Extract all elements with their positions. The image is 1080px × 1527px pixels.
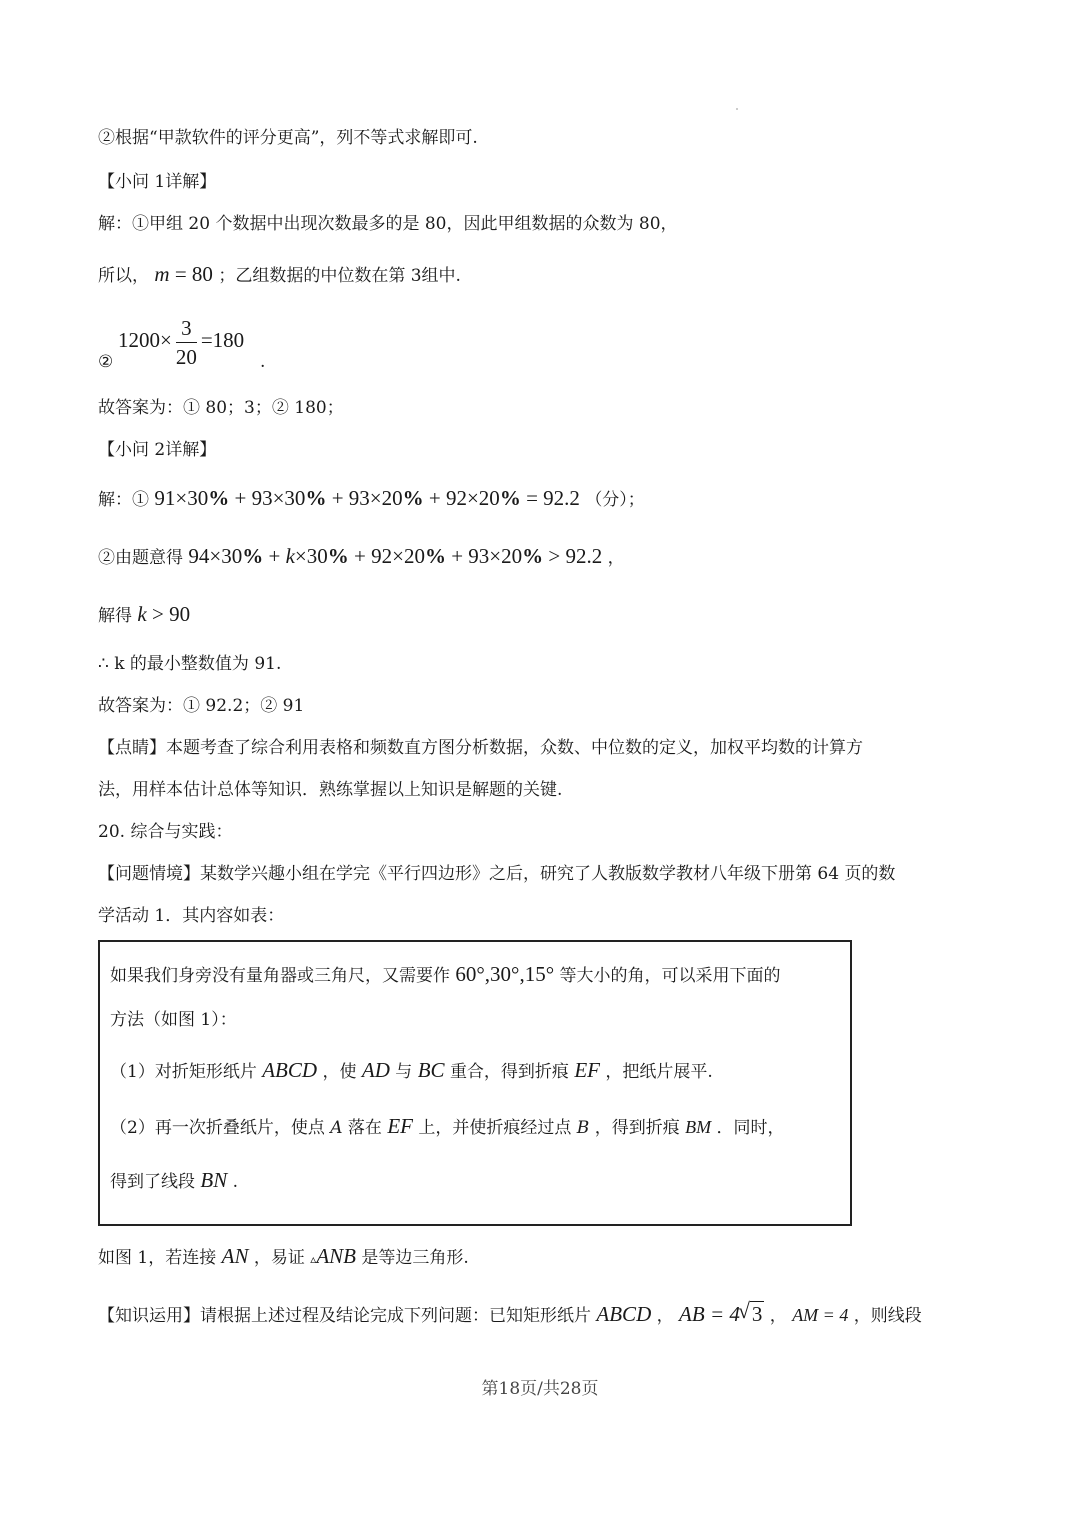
math-equals-180: =180 bbox=[200, 328, 245, 352]
math-ad: AD bbox=[361, 1058, 390, 1082]
subquestion-1-heading: 【小问 1详解】 bbox=[98, 172, 217, 192]
math-angles: 60°,30°,15° bbox=[455, 962, 555, 986]
text-segment: 重合，得到折痕 bbox=[449, 1062, 569, 1082]
answer-line-2: 故答案为：① 92.2；② 91 bbox=[98, 696, 305, 716]
math-point-a: A bbox=[330, 1118, 343, 1138]
math-am-equals-4: AM = 4 bbox=[792, 1305, 849, 1325]
sqrt-icon bbox=[740, 1302, 765, 1326]
comment-line-2: 法，用样本估计总体等知识．熟练掌握以上知识是解题的关键. bbox=[98, 780, 563, 800]
text-line-m-value bbox=[98, 262, 461, 288]
math-bc: BC bbox=[417, 1058, 445, 1082]
text-prefix: 解得 bbox=[98, 606, 132, 626]
text-segment: 如图 1，若连接 bbox=[98, 1248, 217, 1268]
fraction-denominator: 20 bbox=[175, 345, 197, 369]
page-footer: 第18页/共28页 bbox=[481, 1379, 599, 1399]
text-suffix: （分）； bbox=[585, 490, 645, 510]
math-ef: EF bbox=[574, 1058, 600, 1082]
math-ab-equals-4: AB = 4 bbox=[679, 1302, 740, 1326]
period: . bbox=[260, 352, 266, 372]
text-segment: ．同时， bbox=[716, 1118, 785, 1138]
text-line-inequality bbox=[98, 544, 625, 570]
math-point-b: B bbox=[576, 1118, 590, 1138]
text-segment: 落在 bbox=[347, 1118, 382, 1138]
text-line-hint: ②根据“甲款软件的评分更高”，列不等式求解即可. bbox=[98, 128, 478, 148]
text-segment: 【知识运用】请根据上述过程及结论完成下列问题：已知矩形纸片 bbox=[98, 1306, 591, 1326]
math-abcd: ABCD bbox=[262, 1058, 318, 1082]
box-line-5 bbox=[110, 1168, 238, 1194]
text-segment: 上，并使折痕经过点 bbox=[418, 1118, 572, 1138]
math-fraction-expression bbox=[118, 316, 244, 369]
triangle-icon: ▵ bbox=[310, 1252, 317, 1266]
math-ab-length bbox=[679, 1302, 764, 1326]
text-segment: 与 bbox=[395, 1062, 413, 1082]
text-segment: 如果我们身旁没有量角器或三角尺，又需要作 bbox=[110, 966, 450, 986]
comment-line-1: 【点睛】本题考查了综合利用表格和频数直方图分析数据，众数、中位数的定义，加权平均数的计算方 bbox=[98, 738, 863, 758]
math-anb: ANB bbox=[316, 1244, 356, 1268]
problem-context-line-2: 学活动 1．其内容如表： bbox=[98, 906, 285, 926]
text-segment: . bbox=[232, 1172, 239, 1192]
math-bn: BN bbox=[200, 1168, 228, 1192]
text-line-solution-1: 解：①甲组 20 个数据中出现次数最多的是 80，因此甲组数据的众数为 80， bbox=[98, 214, 678, 234]
answer-line-1: 故答案为：① 80；3；② 180； bbox=[98, 398, 344, 418]
scan-speck bbox=[736, 108, 738, 110]
box-line-2: 方法（如图 1）： bbox=[110, 1010, 237, 1030]
box-line-3 bbox=[110, 1058, 713, 1084]
text-segment: ，则线段 bbox=[853, 1306, 922, 1326]
circle-2-marker: ② bbox=[98, 352, 114, 372]
text-line-knowledge-application bbox=[98, 1302, 922, 1328]
text-line-equilateral bbox=[98, 1244, 469, 1271]
subquestion-2-heading: 【小问 2详解】 bbox=[98, 440, 217, 460]
text-segment: （1）对折矩形纸片 bbox=[110, 1062, 257, 1082]
text-segment: ， bbox=[769, 1306, 787, 1326]
text-segment: ，把纸片展平. bbox=[605, 1062, 713, 1082]
math-k-greater-90: k > 90 bbox=[137, 602, 191, 626]
problem-context-line-1: 【问题情境】某数学兴趣小组在学完《平行四边形》之后，研究了人教版数学教材八年级下册第 64 页的数 bbox=[98, 864, 896, 884]
text-line-k-solution bbox=[98, 602, 190, 628]
text-suffix: ， bbox=[607, 548, 625, 568]
text-segment: ，得到折痕 bbox=[594, 1118, 680, 1138]
fraction-numerator: 3 bbox=[176, 316, 197, 343]
text-prefix: 所以， bbox=[98, 266, 149, 286]
radicand: 3 bbox=[751, 1302, 763, 1326]
box-line-4 bbox=[110, 1114, 785, 1140]
math-bm: BM bbox=[685, 1117, 712, 1137]
math-m-equals: m = 80 bbox=[154, 262, 213, 286]
box-line-1 bbox=[110, 962, 781, 988]
text-segment: ，使 bbox=[322, 1062, 357, 1082]
text-segment: 等大小的角，可以采用下面的 bbox=[559, 966, 781, 986]
math-an: AN bbox=[221, 1244, 249, 1268]
math-weighted-sum: 91×30% + 93×30% + 93×20% + 92×20% = 92.2 bbox=[154, 486, 580, 510]
math-inequality: 94×30% + k×30% + 92×20% + 93×20% > 92.2 bbox=[188, 544, 603, 568]
math-abcd: ABCD bbox=[596, 1302, 652, 1326]
fraction-3-20 bbox=[176, 316, 197, 369]
text-segment: ， bbox=[656, 1306, 674, 1326]
activity-content-box bbox=[98, 940, 852, 1226]
text-suffix: ；乙组数据的中位数在第 3组中. bbox=[218, 266, 461, 286]
text-prefix: ②由题意得 bbox=[98, 548, 183, 568]
text-line-weighted-average bbox=[98, 486, 645, 512]
text-prefix: 解：① bbox=[98, 490, 149, 510]
math-ef: EF bbox=[387, 1114, 413, 1138]
text-segment: ，易证 bbox=[253, 1248, 305, 1268]
math-1200-times: 1200× bbox=[118, 328, 172, 352]
text-line-min-integer: ∴ k 的最小整数值为 91. bbox=[98, 654, 282, 674]
text-segment: 得到了线段 bbox=[110, 1172, 195, 1192]
text-segment: 是等边三角形. bbox=[361, 1248, 469, 1268]
text-segment: （2）再一次折叠纸片，使点 bbox=[110, 1118, 325, 1138]
question-20-heading: 20. 综合与实践： bbox=[98, 822, 233, 842]
